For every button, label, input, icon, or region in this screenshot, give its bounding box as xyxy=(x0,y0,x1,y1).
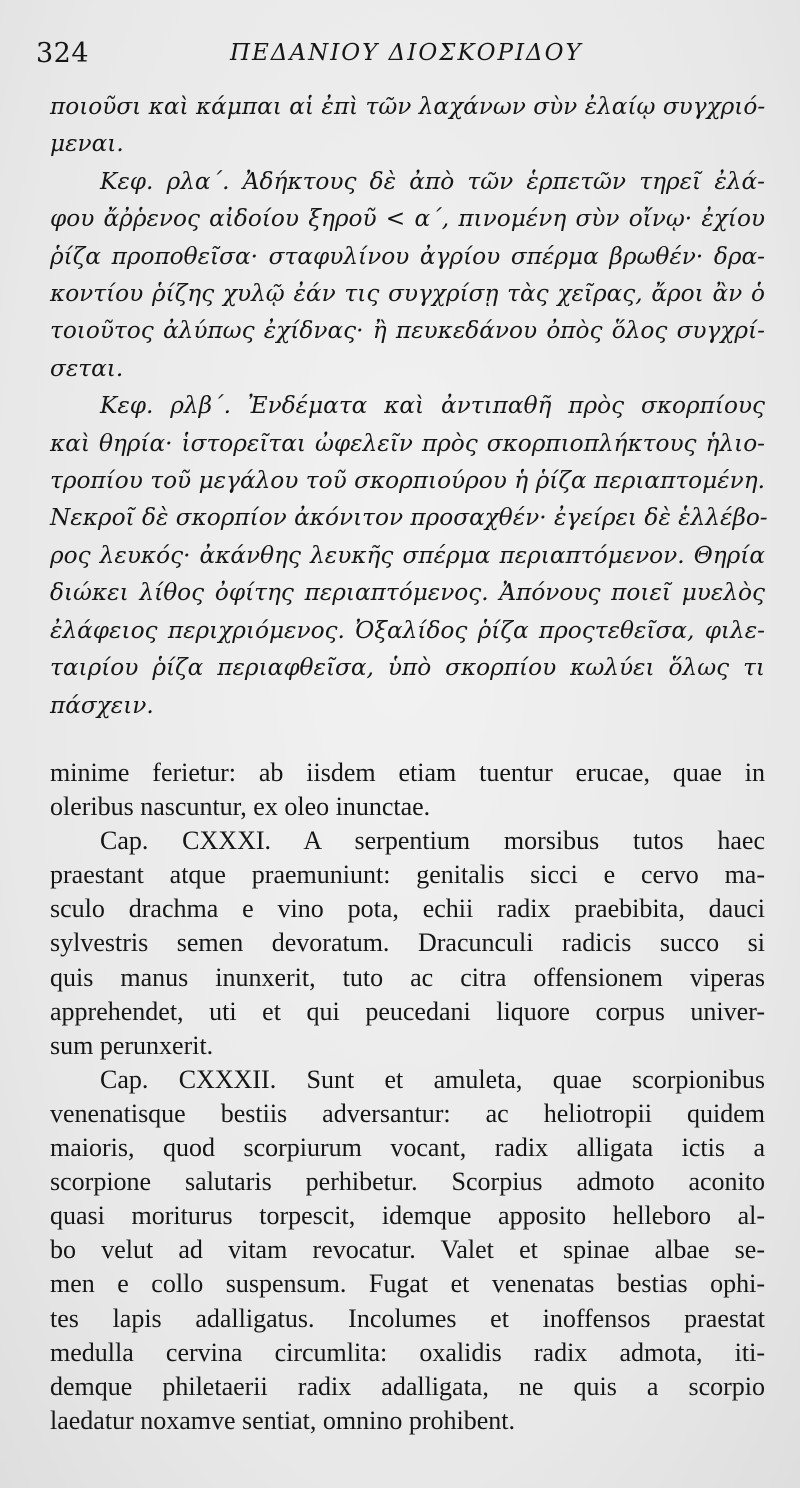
text-line: ρος λευκός· ἀκάνθης λευκῆς σπέρμα περιαπτόμενον. Θηρία xyxy=(50,541,765,569)
text-line: ῥίζα προποθεῖσα· σταφυλίνου ἀγρίου σπέρμα βρωθέν· δρα- xyxy=(50,242,765,270)
text-line: ποιοῦσι καὶ κάμπαι αἱ ἐπὶ τῶν λαχάνων σὺν ἐλαίῳ συγχριό- xyxy=(50,93,766,120)
text-line: Cap. CXXXI. A serpentium morsibus tutos haec xyxy=(100,826,765,856)
text-line: Νεκροῖ δὲ σκορπίον ἀκόνιτον προσαχθέν· ἐγείρει δὲ ἑλλέβο- xyxy=(50,504,768,532)
text-line: bo velut ad vitam revocatur. Valet et spinae albae se- xyxy=(50,1235,765,1265)
text-line: scorpione salutaris perhibetur. Scorpius admoto aconito xyxy=(50,1167,765,1197)
text-line: Κεφ. ρλα΄. Ἀδήκτους δὲ ἀπὸ τῶν ἑρπετῶν τηρεῖ ἐλά- xyxy=(100,167,765,195)
text-line: ταιρίου ῥίζα περιαφθεῖσα, ὑπὸ σκορπίου κωλύει ὅλως τι xyxy=(50,654,765,682)
latin-continuation-paragraph xyxy=(50,756,765,824)
text-line: tes lapis adalligatus. Incolumes et inoffensos praestat xyxy=(50,1303,765,1333)
text-line: venenatisque bestiis adversantur: ac heliotropii quidem xyxy=(50,1098,765,1128)
text-line: καὶ θηρία· ἱστορεῖται ὠφελεῖν πρὸς σκορπιοπλήκτους ἡλιο- xyxy=(50,429,765,457)
text-line: quasi moriturus torpescit, idemque apposito helleboro al- xyxy=(50,1201,765,1231)
text-line: τοιοῦτος ἀλύπως ἐχίδνας· ἢ πευκεδάνου ὀπὸς ὅλος συγχρί- xyxy=(50,317,765,345)
text-line: φου ἄῤῥενος αἰδοίου ξηροῦ < α΄, πινομένη σὺν οἴνῳ· ἐχίου xyxy=(50,205,765,233)
text-line: ἐλάφειος περιχριόμενος. Ὀξαλίδος ῥίζα προςτεθεῖσα, φιλε- xyxy=(50,616,765,644)
text-line: μεναι. xyxy=(50,130,124,158)
greek-chapter-131 xyxy=(50,163,765,387)
running-head: ΠΕΔΑΝΙΟΥ ΔΙΟΣΚΟΡΙΔΟΥ xyxy=(230,40,583,66)
page-header xyxy=(36,34,766,78)
text-line: oleribus nascuntur, ex oleo inunctae. xyxy=(50,792,431,822)
greek-text xyxy=(50,88,768,724)
greek-continuation-paragraph xyxy=(50,88,765,163)
text-line: laedatur noxamve sentiat, omnino prohibent. xyxy=(50,1405,515,1435)
text-line: πάσχειν. xyxy=(50,691,154,719)
text-line: sculo drachma e vino pota, echii radix praebibita, dauci xyxy=(50,894,765,924)
latin-chapter-132 xyxy=(50,1063,765,1438)
text-line: demque philetaerii radix adalligata, ne quis a scorpio xyxy=(50,1371,765,1401)
text-line: medulla cervina circumlita: oxalidis radix admota, iti- xyxy=(50,1337,765,1367)
latin-chapter-131 xyxy=(50,824,765,1063)
text-line: κοντίου ῥίζης χυλῷ ἐάν τις συγχρίσῃ τὰς χεῖρας, ἄροι ἂν ὁ xyxy=(50,280,765,308)
greek-chapter-132 xyxy=(50,387,768,724)
text-line: Cap. CXXXII. Sunt et amuleta, quae scorpionibus xyxy=(100,1064,765,1094)
text-line: σεται. xyxy=(50,354,124,382)
text-line: praestant atque praemuniunt: genitalis sicci e cervo ma- xyxy=(50,860,765,890)
text-line: maioris, quod scorpiurum vocant, radix alligata ictis a xyxy=(50,1133,765,1163)
text-line: sum perunxerit. xyxy=(50,1030,214,1060)
page-number: 324 xyxy=(36,38,90,69)
text-line: Κεφ. ρλβ΄. Ἐνδέματα καὶ ἀντιπαθῆ πρὸς σκορπίους xyxy=(100,392,765,420)
text-line: apprehendet, uti et qui peucedani liquore corpus univer- xyxy=(50,996,765,1026)
text-line: sylvestris semen devoratum. Dracunculi radicis succo si xyxy=(50,928,765,958)
text-line: τροπίου τοῦ μεγάλου τοῦ σκορπιούρου ἡ ῥίζα περιαπτομένη. xyxy=(50,467,765,495)
text-line: quis manus inunxerit, tuto ac citra offensionem viperas xyxy=(50,962,765,992)
text-line: men e collo suspensum. Fugat et venenatas bestias ophi- xyxy=(50,1269,765,1299)
latin-text xyxy=(50,756,765,1438)
text-line: minime ferietur: ab iisdem etiam tuentur erucae, quae in xyxy=(50,758,765,787)
text-line: διώκει λίθος ὀφίτης περιαπτόμενος. Ἀπόνους ποιεῖ μυελὸς xyxy=(50,579,765,607)
